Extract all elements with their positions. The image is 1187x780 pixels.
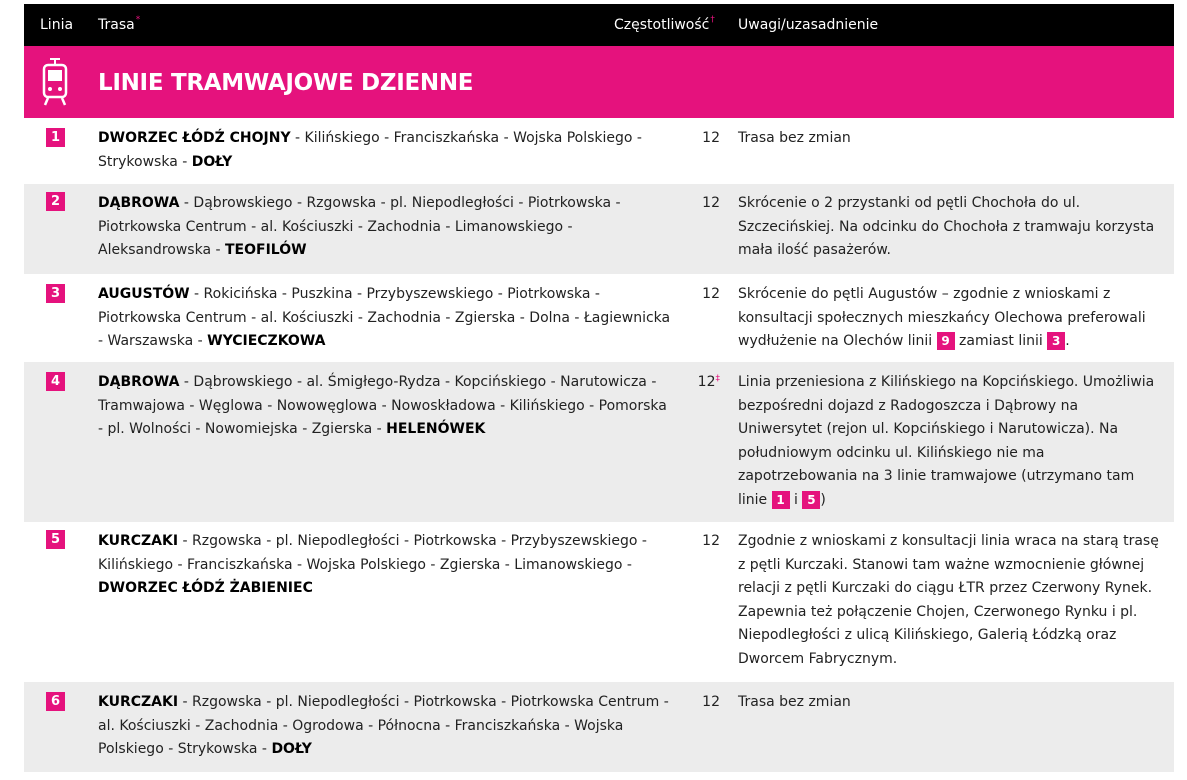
line-number-badge: 3 xyxy=(46,284,65,303)
table-row xyxy=(24,362,1174,522)
route-text: KURCZAKI - Rzgowska - pl. Niepodległości - Piotrkowska - Piotrkowska Centrum - al. Kościuszki - Zachodnia - Ogrodowa - Północna - Franciszkańska - Wojska Polskiego - Strykowska - DOŁY xyxy=(98,694,669,757)
route-text: DWORZEC ŁÓDŹ CHOJNY - Kilińskiego - Franciszkańska - Wojska Polskiego - Strykowska - DOŁY xyxy=(98,130,642,170)
frequency-value: 12 xyxy=(702,533,720,549)
line-badge-inline: 5 xyxy=(802,491,820,509)
table-row xyxy=(24,522,1174,682)
section-banner xyxy=(24,46,1174,118)
note-text: Skrócenie do pętli Augustów – zgodnie z wnioskami z konsultacji społecznych mieszkańcy Olechowa preferowali wydłużenie na Olechów linii 9 zamiast linii 3 . xyxy=(738,286,1146,349)
header-czestotliwosc: Częstotliwość† xyxy=(614,15,715,33)
note-text: Trasa bez zmian xyxy=(738,130,851,146)
route-text: AUGUSTÓW - Rokicińska - Puszkina - Przybyszewskiego - Piotrkowska - Piotrkowska Centrum - al. Kościuszki - Zachodnia - Zgierska - Dolna - Łagiewnicka - Warszawska - WYCIECZKOWA xyxy=(98,286,671,349)
frequency-value: 12 xyxy=(702,130,720,146)
table-row xyxy=(24,274,1174,362)
header-uwagi: Uwagi/uzasadnienie xyxy=(738,17,879,33)
tram-icon xyxy=(42,57,68,107)
frequency-value: 12 xyxy=(702,286,720,302)
header-linia: Linia xyxy=(40,17,74,33)
table-row xyxy=(24,118,1174,184)
table-row xyxy=(24,184,1174,274)
line-number-badge: 1 xyxy=(46,128,65,147)
line-badge-inline: 3 xyxy=(1047,332,1065,350)
header-trasa: Trasa* xyxy=(98,15,141,33)
frequency-value: 12 xyxy=(702,195,720,211)
route-text: KURCZAKI - Rzgowska - pl. Niepodległości - Piotrkowska - Przybyszewskiego - Kilińskiego - Franciszkańska - Wojska Polskiego - Zgierska - Limanowskiego - DWORZEC ŁÓDŹ ŻABIENIEC xyxy=(98,533,647,596)
frequency-value: 12 xyxy=(702,694,720,710)
line-badge-inline: 9 xyxy=(937,332,955,350)
line-badge-inline: 1 xyxy=(772,491,790,509)
line-number-badge: 2 xyxy=(46,192,65,211)
frequency-value: 12‡ xyxy=(697,374,720,390)
section-title: LINIE TRAMWAJOWE DZIENNE xyxy=(98,70,474,96)
note-text: Trasa bez zmian xyxy=(738,694,851,710)
line-number-badge: 4 xyxy=(46,372,65,391)
table-header xyxy=(24,4,1174,46)
table-row xyxy=(24,682,1174,772)
tram-lines-table xyxy=(24,4,1174,772)
line-number-badge: 6 xyxy=(46,692,65,711)
note-text: Zgodnie z wnioskami z konsultacji linia wraca na starą trasę z pętli Kurczaki. Stanowi tam ważne wzmocnienie głównej relacji z pętli Kurczaki do ciągu ŁTR przez Czerwony Rynek. Zapewnia też połączenie Chojen, Czerwonego Rynku i pl. Niepodległości z ulicą Kilińskiego, Galerią Łódzką oraz Dworcem Fabrycznym. xyxy=(738,533,1159,667)
line-number-badge: 5 xyxy=(46,530,65,549)
route-text: DĄBROWA - Dąbrowskiego - Rzgowska - pl. Niepodległości - Piotrkowska - Piotrkowska Centrum - al. Kościuszki - Zachodnia - Limanowskiego - Aleksandrowska - TEOFILÓW xyxy=(98,195,621,258)
note-text: Skrócenie o 2 przystanki od pętli Chochoła do ul. Szczecińskiej. Na odcinku do Chochoła z tramwaju korzysta mała ilość pasażerów. xyxy=(738,195,1155,258)
note-text: Linia przeniesiona z Kilińskiego na Kopcińskiego. Umożliwia bezpośredni dojazd z Radogoszcza i Dąbrowy na Uniwersytet (rejon ul. Kopcińskiego i Narutowicza). Na południowym odcinku ul. Kilińskiego nie ma zapotrzebowania na 3 linie tramwajowe (utrzymano tam linie 1 i 5 ) xyxy=(738,374,1155,508)
route-text: DĄBROWA - Dąbrowskiego - al. Śmigłego-Rydza - Kopcińskiego - Narutowicza - Tramwajowa - Węglowa - Nowowęglowa - Nowoskładowa - Kilińskiego - Pomorska - pl. Wolności - Nowomiejska - Zgierska - HELENÓWEK xyxy=(98,374,667,437)
